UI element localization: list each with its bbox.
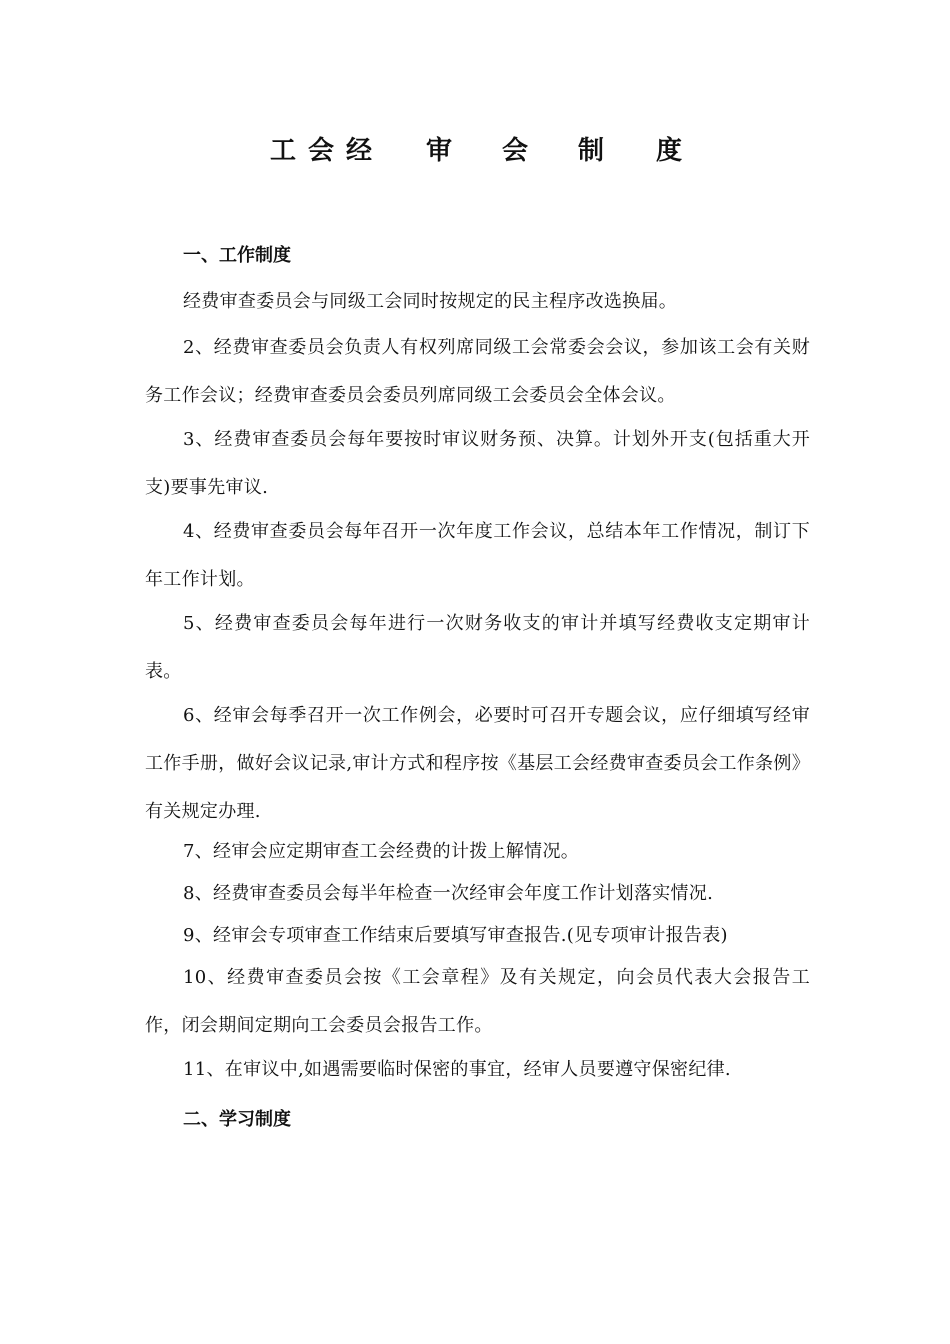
title-char: 度 <box>656 136 683 166</box>
title-char: 会 <box>308 136 335 166</box>
section-heading: 二、学习制度 <box>183 1109 291 1130</box>
paragraph: 2、经费审查委员会负责人有权列席同级工会常委会会议，参加该工会有关财务工作会议；经费审查委员会委员列席同级工会委员会全体会议。 <box>145 337 810 406</box>
paragraph: 9、经审会专项审查工作结束后要填写审查报告.(见专项审计报告表) <box>183 925 728 946</box>
title-char: 制 <box>578 136 605 166</box>
section-heading: 一、工作制度 <box>183 245 291 266</box>
paragraph: 8、经费审查委员会每半年检查一次经审会年度工作计划落实情况. <box>183 883 714 904</box>
paragraph: 经费审查委员会与同级工会同时按规定的民主程序改选换届。 <box>183 291 678 312</box>
title-char: 审 <box>426 136 453 166</box>
paragraph: 7、经审会应定期审查工会经费的计拨上解情况。 <box>183 841 580 862</box>
title-char: 工 <box>270 136 297 166</box>
paragraph: 3、经费审查委员会每年要按时审议财务预、决算。计划外开支(包括重大开支)要事先审议. <box>145 429 810 498</box>
document-title <box>270 130 690 170</box>
paragraph: 6、经审会每季召开一次工作例会，必要时可召开专题会议，应仔细填写经审工作手册，做好会议记录,审计方式和程序按《基层工会经费审查委员会工作条例》有关规定办理. <box>145 705 810 822</box>
paragraph: 10、经费审查委员会按《工会章程》及有关规定，向会员代表大会报告工作，闭会期间定期向工会委员会报告工作。 <box>145 967 810 1036</box>
paragraph: 5、经费审查委员会每年进行一次财务收支的审计并填写经费收支定期审计表。 <box>145 613 810 682</box>
paragraph: 4、经费审查委员会每年召开一次年度工作会议，总结本年工作情况，制订下年工作计划。 <box>145 521 810 590</box>
document-body <box>145 240 810 1132</box>
paragraph: 11、在审议中,如遇需要临时保密的事宜，经审人员要遵守保密纪律. <box>183 1059 731 1080</box>
title-char: 会 <box>502 136 529 166</box>
title-char: 经 <box>346 136 373 166</box>
